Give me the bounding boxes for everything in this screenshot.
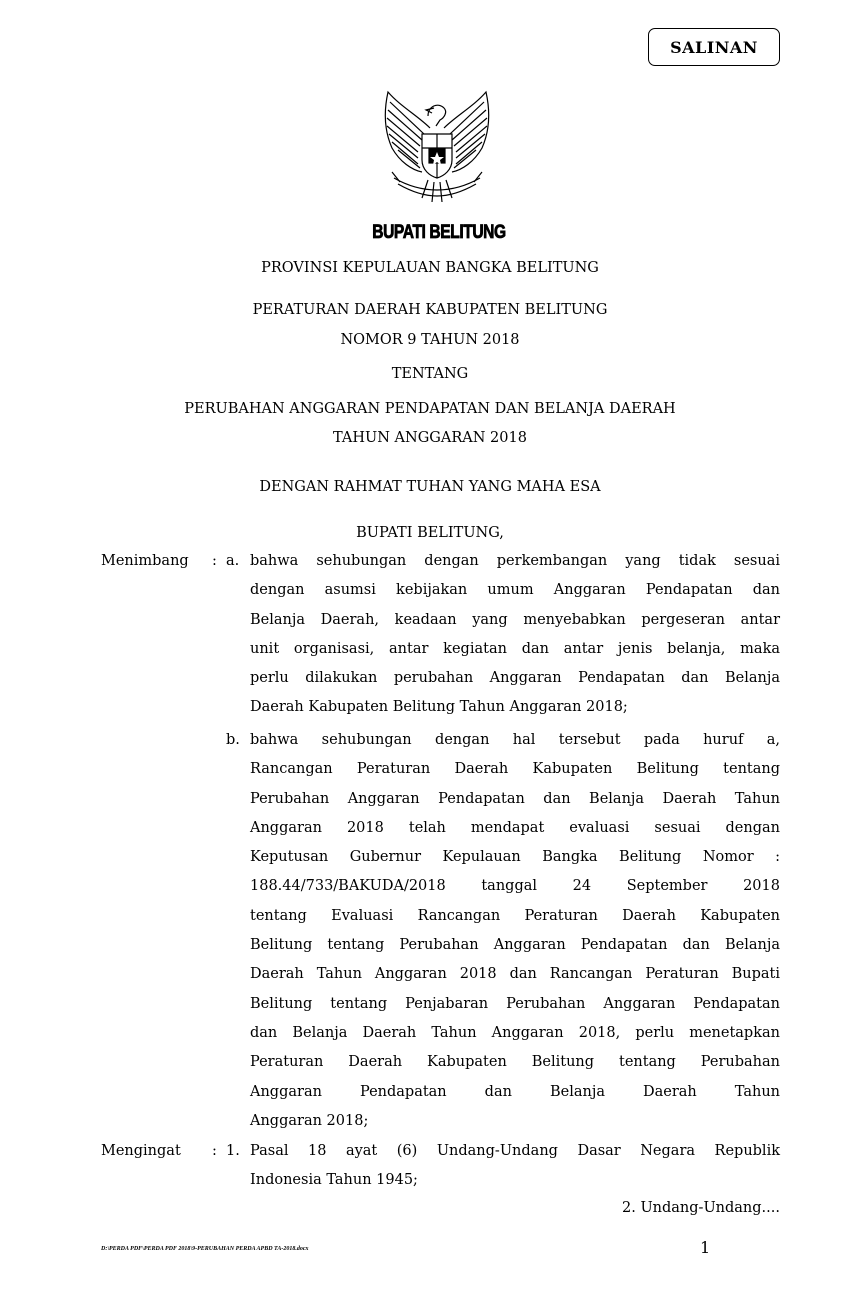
text-line: Daerah Tahun Anggaran 2018 dan Rancangan Peraturan Bupati xyxy=(250,966,780,983)
text-line: unit organisasi, antar kegiatan dan antar jenis belanja, maka xyxy=(250,640,780,657)
text-line: tentang Evaluasi Rancangan Peraturan Daerah Kabupaten xyxy=(250,907,780,924)
authority: BUPATI BELITUNG, xyxy=(356,525,504,541)
text-line: Indonesia Tahun 1945; xyxy=(250,1172,418,1189)
issuer-title: BUPATI BELITUNG xyxy=(372,222,506,243)
preamble: DENGAN RAHMAT TUHAN YANG MAHA ESA xyxy=(259,479,601,495)
subject-line-2: TAHUN ANGGARAN 2018 xyxy=(333,430,527,446)
text-line: Anggaran 2018 telah mendapat evaluasi sesuai dengan xyxy=(250,819,780,836)
regulation-type: PERATURAN DAERAH KABUPATEN BELITUNG xyxy=(252,302,608,318)
mengingat-item-1 xyxy=(250,1137,780,1196)
regulation-number: NOMOR 9 TAHUN 2018 xyxy=(340,332,520,348)
text-line: dan Belanja Daerah Tahun Anggaran 2018, perlu menetapkan xyxy=(250,1024,780,1041)
menimbang-colon: : xyxy=(212,553,217,569)
province-name: PROVINSI KEPULAUAN BANGKA BELITUNG xyxy=(261,260,599,276)
text-line: Daerah Kabupaten Belitung Tahun Anggaran 2018; xyxy=(250,699,628,716)
menimbang-label: Menimbang xyxy=(101,553,189,569)
subject-line-1: PERUBAHAN ANGGARAN PENDAPATAN DAN BELANJA DAERAH xyxy=(184,401,676,417)
menimbang-item-b xyxy=(250,726,780,1136)
text-line: Belanja Daerah, keadaan yang menyebabkan pergeseran antar xyxy=(250,611,780,628)
mengingat-label: Mengingat xyxy=(101,1143,181,1159)
footer-file-path: D:\PERDA PDF\PERDA PDF 2018\9-PERUBAHAN PERDA APBD TA-2018.docx xyxy=(101,1246,309,1252)
text-line: Belitung tentang Perubahan Anggaran Pendapatan dan Belanja xyxy=(250,937,780,954)
page-number: 1 xyxy=(700,1238,711,1257)
text-line: Belitung tentang Penjabaran Perubahan Anggaran Pendapatan xyxy=(250,995,780,1012)
text-line: Anggaran Pendapatan dan Belanja Daerah Tahun xyxy=(250,1083,780,1100)
text-line: bahwa sehubungan dengan hal tersebut pada huruf a, xyxy=(250,732,780,748)
item-marker-1: 1. xyxy=(226,1143,240,1159)
text-line: 188.44/733/BAKUDA/2018 tanggal 24 September 2018 xyxy=(250,878,780,895)
continuation-text: 2. Undang-Undang.... xyxy=(622,1200,780,1216)
text-line: dengan asumsi kebijakan umum Anggaran Pendapatan dan xyxy=(250,582,780,599)
text-line: Rancangan Peraturan Daerah Kabupaten Belitung tentang xyxy=(250,761,780,778)
text-line: bahwa sehubungan dengan perkembangan yang tidak sesuai xyxy=(250,553,780,569)
text-line: Perubahan Anggaran Pendapatan dan Belanja Daerah Tahun xyxy=(250,790,780,807)
menimbang-item-a xyxy=(250,547,780,723)
text-line: Pasal 18 ayat (6) Undang-Undang Dasar Negara Republik xyxy=(250,1143,780,1159)
about-heading: TENTANG xyxy=(391,366,469,382)
item-marker-a: a. xyxy=(226,553,240,569)
garuda-emblem-icon xyxy=(378,86,496,212)
text-line: Peraturan Daerah Kabupaten Belitung tentang Perubahan xyxy=(250,1054,780,1071)
text-line: Anggaran 2018; xyxy=(250,1112,369,1129)
text-line: perlu dilakukan perubahan Anggaran Pendapatan dan Belanja xyxy=(250,670,780,687)
item-marker-b: b. xyxy=(226,732,240,748)
mengingat-colon: : xyxy=(212,1143,217,1159)
salinan-stamp: SALINAN xyxy=(648,28,780,66)
text-line: Keputusan Gubernur Kepulauan Bangka Belitung Nomor : xyxy=(250,849,780,866)
